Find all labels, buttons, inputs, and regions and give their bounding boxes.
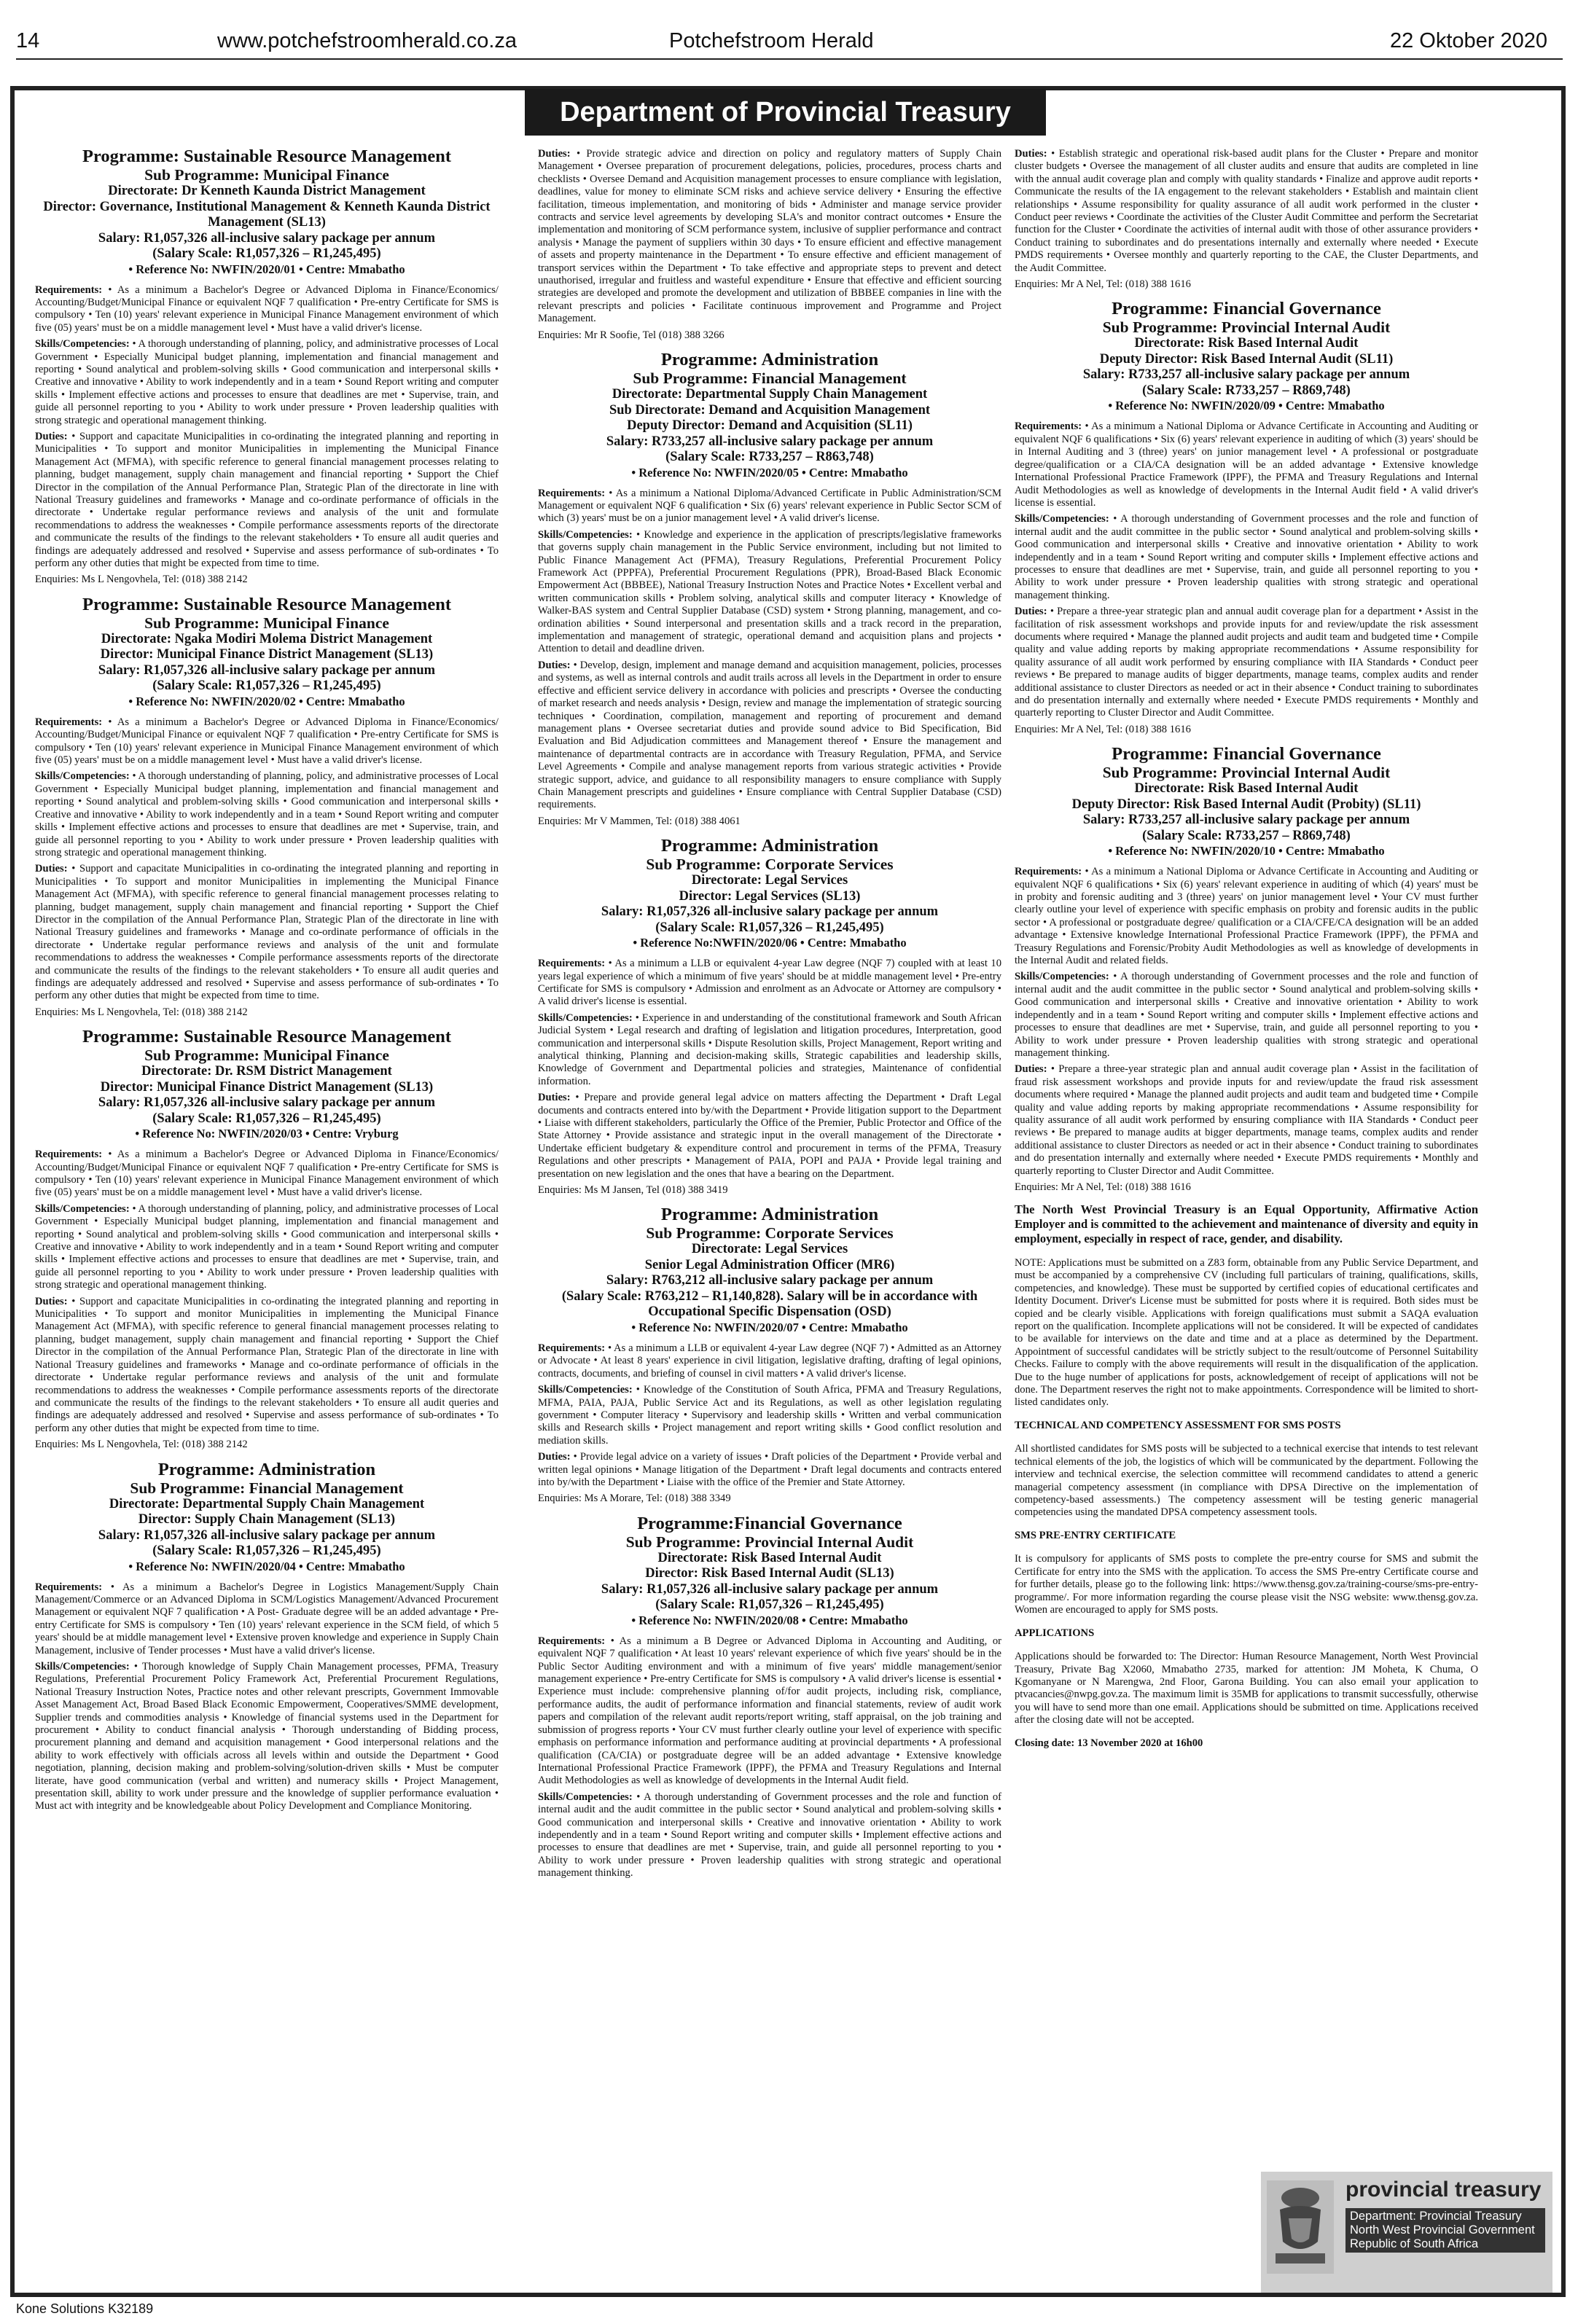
post-detail: Salary: R733,257 all-inclusive salary package per annum <box>1082 813 1410 828</box>
info-heading: APPLICATIONS <box>1015 1627 1095 1640</box>
section-paragraph <box>35 1203 499 1292</box>
section-label: Duties: <box>538 659 571 671</box>
post-detail: Salary: R1,057,326 all-inclusive salary package per annum <box>98 1527 436 1543</box>
post-detail: Salary: R1,057,326 all-inclusive salary package per annum <box>98 1095 436 1111</box>
post-detail: Director: Municipal Finance District Management (SL13) <box>100 1079 434 1095</box>
post-detail: Salary: R1,057,326 all-inclusive salary package per annum <box>601 1581 939 1597</box>
section-text: • Experience in and understanding of the constitutional framework and South African Judicial System • Legal research and drafting of legislation and litigation procedures, Interpretation, good communication and interpersonal skills • Dispute Resolution skills, Project Management, Report writing and analytical thinking, Planning and decision-making skills, Strategic capabilities and leadership skills, Knowledge of Government and Departmental policies and strategies, Maintenance of confidential information. <box>538 1012 1001 1087</box>
section-text: • As a minimum a LLB or equivalent 4-year Law degree (NQF 7) • Admitted as an Attorney or Advocate • At least 8 years' experience in civil litigation, legislative drafting, drafting of legal opinions, contracts, documents, and briefing of counsel in civil matters • A valid driver's license. <box>538 1342 1001 1380</box>
general-information <box>1015 1202 1478 1750</box>
post-detail: Directorate: Ngaka Modiri Molema District Management <box>101 631 433 646</box>
post-detail: (Salary Scale: R1,057,326 – R1,245,495) <box>152 246 381 261</box>
section-label: Skills/Competencies: <box>538 1791 633 1803</box>
programme-title: Programme: Administration <box>157 1459 376 1479</box>
section-paragraph <box>1015 420 1478 509</box>
post-detail: (Salary Scale: R1,057,326 – R1,245,495) <box>152 1111 381 1126</box>
post-detail: Deputy Director: Demand and Acquisition (SL11) <box>627 418 913 434</box>
section-text: • As a minimum a LLB or equivalent 4-year Law degree (NQF 7) coupled with at least 10 years legal experience of which a minimum of five years' should be at middle management level • Pre-entry Certificate for SMS is compulsory • Admission and enrolment as an Advocate or Attorney are compulsory • A valid driver's license is essential. <box>538 958 1001 1008</box>
sub-programme: Sub Programme: Municipal Finance <box>144 1046 389 1065</box>
section-label: Skills/Competencies: <box>1015 513 1109 525</box>
post-detail: Director: Municipal Finance District Management (SL13) <box>100 647 434 662</box>
reference-line: • Reference No: NWFIN/2020/03 • Centre: Vryburg <box>135 1127 399 1141</box>
section-label: Duties: <box>538 1451 571 1463</box>
reference-line: • Reference No: NWFIN/2020/10 • Centre: Mmabatho <box>1108 844 1385 858</box>
section-paragraph <box>1015 606 1478 720</box>
section-label: Skills/Competencies: <box>1015 971 1109 983</box>
post-detail: Salary: R1,057,326 all-inclusive salary package per annum <box>98 230 436 246</box>
section-paragraph <box>35 770 499 859</box>
reference-line: • Reference No: NWFIN/2020/08 • Centre: Mmabatho <box>631 1613 908 1627</box>
section-label: Requirements: <box>538 958 606 970</box>
programme-title: Programme: Sustainable Resource Management <box>82 146 452 166</box>
footer-credit: Kone Solutions K32189 <box>16 2301 154 2316</box>
reference-line: • Reference No:NWFIN/2020/06 • Centre: Mmabatho <box>633 936 907 950</box>
section-paragraph <box>35 716 499 767</box>
section-text: • As a minimum a National Diploma or Advance Certificate in Accounting and Auditing or equivalent NQF 6 qualifications • Six (6) years' relevant experience in auditing of which (4) years' must be in probity and forensic auditing and 3 (three) years' on junior management level • Your CV must further clearly outline your level of experience with specific emphasis on probity and forensic audits in the public sector • A professional or postgraduate degree/ qualification or a CIA/CFE/CA designation will be an added advantage • Extensive knowledge International Professional Practice Framework (IPPF), the PFMA and Treasury Regulations and Forensic/Probity Audit Methodologies as well as knowledge of developments in the Internal Audit and related fields. <box>1015 866 1478 967</box>
info-block <box>1015 1257 1478 1409</box>
post-detail: (Salary Scale: R763,212 – R1,140,828). Salary will be in accordance with Occupational Specific Dispensation (OSD) <box>561 1288 978 1320</box>
post-detail: Deputy Director: Risk Based Internal Audit (Probity) (SL11) <box>1071 797 1421 812</box>
job-post <box>1015 148 1478 291</box>
section-label: Requirements: <box>35 1149 103 1161</box>
section-paragraph <box>538 148 1001 326</box>
enquiries-line: Enquiries: Mr V Mammen, Tel: (018) 388 4061 <box>538 815 741 827</box>
section-text: • As a minimum a Bachelor's Degree or Advanced Diploma in Finance/Economics/ Accounting/Budget/Municipal Finance or equivalent NQF 7 qualification • Pre-entry Certificate for SMS is compulsory • Ten (10) years' relevant experience in Municipal Finance Management environment of which five (05) years' must be on a middle management level • Must have a valid driver's license. <box>35 716 499 767</box>
post-detail: Director: Risk Based Internal Audit (SL13) <box>645 1566 894 1581</box>
section-text: • Support and capacitate Municipalities in co-ordinating the integrated planning and reporting in Municipalities • To support and monitor Municipalities in implementing the Municipal Finance Management Act (MFMA), with specific reference to general financial management processes relating to planning, budget management, supply chain management and financial reporting • Support the Chief Director in the compilation of the Annual Performance Plan, Strategic Plan of the directorate in line with National Treasury guidelines and frameworks • Manage and co-ordinate performance of officials in the directorate • Undertake regular performance reviews and analysis of the unit and formulate recommendations to address the weaknesses • Compile performance assessments reports of the directorate and communicate the results of the findings to the relevant stakeholders • To ensure all audit queries and findings are adequately addressed and resolved • Supervise and assess performance of sub-ordinates • To perform any other duties that might be expected from time to time. <box>35 863 499 1002</box>
programme-title: Programme: Administration <box>660 836 879 856</box>
section-text: • Support and capacitate Municipalities in co-ordinating the integrated planning and reporting in Municipalities • To support and monitor Municipalities in implementing the Municipal Finance Management Act (MFMA), with specific reference to general financial management processes relating to planning, budget management, supply chain management and financial reporting • Support the Chief Director in the compilation of the Annual Performance Plan, Strategic Plan of the directorate in line with National Treasury guidelines and frameworks • Manage and co-ordinate performance of officials in the directorate • Undertake regular performance reviews and analysis of the unit and formulate recommendations to address the weaknesses • Compile performance assessments reports of the directorate and communicate the results of the findings to the relevant stakeholders • To ensure all audit queries and findings are adequately addressed and resolved • Supervise and assess performance of sub-ordinates • To perform any other duties that might be expected from time to time. <box>35 430 499 570</box>
post-detail: Directorate: Departmental Supply Chain Management <box>612 387 928 402</box>
section-paragraph <box>538 1791 1001 1880</box>
reference-line: • Reference No: NWFIN/2020/07 • Centre: Mmabatho <box>631 1320 908 1334</box>
section-paragraph <box>1015 971 1478 1060</box>
section-text: • Knowledge and experience in the application of prescripts/legislative frameworks that governs supply chain management in the Public Service environment, including but not limited to Public Finance Management Act (PFMA), Treasury Regulations, Preferential Procurement Policy Framework Act (PPPFA), Preferential Procurement Regulations (PPR), Broad-Based Black Economic Empowerment Act (BBBEE), National Treasury Instruction Notes and Practice Notes • Excellent verbal and written communication skills • Problem solving, analytical skills and computer literacy • Knowledge of Walker-BAS system and Central Supplier Database (CSD) system • Strong planning, management, and co-ordination abilities • Sound interpersonal and presentation skills and a track record in the preparation, implementation and management of strategic, operational demand and acquisition plans and projects • Attention to detail and deadline driven. <box>538 528 1001 655</box>
job-post <box>35 595 499 1019</box>
job-post <box>538 351 1001 828</box>
section-paragraph <box>1015 1063 1478 1178</box>
section-paragraph <box>538 1451 1001 1489</box>
coat-of-arms-icon <box>1267 2180 1334 2274</box>
sub-programme: Sub Programme: Provincial Internal Audit <box>625 1533 914 1551</box>
post-detail: Director: Legal Services (SL13) <box>679 888 861 904</box>
section-text: • As a minimum a Bachelor's Degree or Advanced Diploma in Finance/Economics/ Accounting/Budget/Municipal Finance or equivalent NQF 7 qualification • Pre-entry Certificate for SMS is compulsory • Ten (10) years' relevant experience in Municipal Finance Management environment of which five (05) years' must be on a middle management level • Must have a valid driver's license. <box>35 1149 499 1199</box>
section-paragraph <box>538 1635 1001 1788</box>
post-detail: Directorate: Legal Services <box>691 873 848 888</box>
section-text: • As a minimum a B Degree or Advanced Diploma in Accounting and Auditing, or equivalent NQF 7 qualification • At least 10 years' relevant experience of which five years' should be in the Public Sector Auditing environment and with a minimum of five years' middle management/senior management experience • Pre-entry Certificate for SMS is compulsory • A valid driver's license is essential • Experience must include: comprehensive planning of/for audit projects, including risk, compliance, performance audits, the audit of performance information and financial statements, review of audit work papers and compilation of the relevant audit reports/report writing, staff appraisal, on the job training and submission of progress reports • Your CV must further clearly outline your level of experience with specific emphasis on performance information and performance auditing at provincial departments • A professional qualification (CA/CIA) or postgraduate degree will be an added advantage • Extensive knowledge International Professional Practice Framework (IPPF), the PFMA and Treasury Regulations and Internal Audit Methodologies as well as knowledge of developments in the Internal Audit field. <box>538 1635 1001 1787</box>
job-post <box>538 148 1001 342</box>
sub-programme: Sub Programme: Financial Management <box>633 369 907 388</box>
section-paragraph <box>1015 513 1478 602</box>
info-heading: SMS PRE-ENTRY CERTIFICATE <box>1015 1530 1176 1542</box>
section-paragraph <box>538 958 1001 1009</box>
section-label: Skills/Competencies: <box>35 338 130 351</box>
section-text: • Provide strategic advice and direction on policy and regulatory matters of Supply Chain Management • Oversee preparation of procurement delegations, policies, procedures, process charts and checklists • Oversee Demand and Acquisition management processes to ensure compliance with legislation, deadlines, value for money to eliminate SCM risks and achieve service delivery • Ensuring the effective facilitation, timeous implementation, and monitoring of bids • Administer and manage service provider contracts and service level agreements by developing SLA's and monitor contract outcomes • Ensure the implementation and monitoring of SCM performance system, inclusive of supplier performance and contract analysis • Manage the payment of suppliers within 30 days • To ensure efficient and effective management of assets and property maintenance in the Department • To ensure effective and efficient management of transport services within the Department • To take effective and appropriate steps to prevent and detect unauthorised, irregular and fruitless and wasteful expenditure • Ensure that effective and efficient sourcing strategies are developed and promote the development and utilization of BBBEE companies in line with the relevant prescripts and policies • Facilitate continuous improvement and Programme and Project Management. <box>538 148 1001 325</box>
section-paragraph <box>35 284 499 335</box>
section-paragraph <box>538 1342 1001 1380</box>
programme-title: Programme: Administration <box>660 1205 879 1225</box>
section-label: Requirements: <box>35 716 103 728</box>
issue-date: 22 Oktober 2020 <box>1389 29 1547 52</box>
section-paragraph <box>538 529 1001 656</box>
info-block <box>1015 1627 1478 1726</box>
enquiries-line: Enquiries: Mr R Soofie, Tel (018) 388 3266 <box>538 329 724 341</box>
sub-programme: Sub Programme: Provincial Internal Audit <box>1102 318 1391 337</box>
section-label: Duties: <box>35 1295 68 1307</box>
section-text: • Prepare a three-year strategic plan and annual audit coverage plan • Assist in the facilitation of fraud risk assessment workshops and provide inputs for and review/update the fraud risk assessment documents where required • Manage the planned audit projects and audit team and budgeted time • Compile quality and value adding reports by making appropriate recommendations • Assume responsibility for quality assurance of all audit work performed by ensuring compliance with IIA Standards • Conduct peer reviews • Be prepared to manage audits at bigger departments, manage teams, complex audits and render additional assistance to cluster Directors as needed or act in their absence • Conduct training to subordinates and do presentation internally and externally where needed • Execute PMDS requirements • Monthly and quarterly reporting to Cluster Director and Audit Committee. <box>1015 1063 1478 1177</box>
section-paragraph <box>538 1384 1001 1447</box>
info-body: NOTE: Applications must be submitted on a Z83 form, obtainable from any Public Service Department, and must be accompanied by a comprehensive CV (including full particulars of training, qualifications, skills, competencies, and knowledge). These must be supported by certified copies of educational certificates and Identity Document. Driver's License must be submitted for posts where it is required. Both sides must be copied and be clearly visible. Applications with foreign qualifications must submit a SAQA evaluation report on the qualification. Incomplete applications will not be considered. It will be expected of candidates to be available for interviews on the date and time and at a place as determined by the Department. Appointment of successful candidates will be strictly subject to the result/outcome of Personnel Suitability Checks. Failure to comply with the above requirements will result in the disqualification of the application. Due to the huge number of applications for posts, acknowledgement of receipt of applications will not be done. The Department reserves the right not to make appointments. Correspondence will be limited to short-listed candidates only. <box>1015 1256 1478 1409</box>
section-label: Duties: <box>1015 606 1047 618</box>
section-label: Duties: <box>1015 148 1047 160</box>
logo-wordmark: provincial treasury <box>1345 2178 1542 2202</box>
job-post <box>538 837 1001 1197</box>
page-number: 14 <box>16 29 40 52</box>
section-paragraph <box>1015 148 1478 275</box>
programme-title: Programme: Financial Governance <box>1112 744 1381 764</box>
section-text: • Thorough knowledge of Supply Chain Management processes, PFMA, Treasury Regulations, Preferential Procurement Policy Framework Act, Preferential Procurement Regulations, National Treasury Instruction Notes, Practice notes and other relevant prescripts, Government Immovable Asset Management Act, Broad Based Black Economic Empowerment, Cooperatives/SMME development, Supplier trends and commodities analysis • Knowledge of financial systems used in the Department for procurement • Ability to conduct financial analysis • Thorough understanding of Bidding process, procurement planning and demand and acquisition management • Good interpersonal relations and the ability to work effectively with officials across all levels within and outside the Department • Good negotiation, planning, decision making and problem-solving/solution-driven skills • Must be computer literate, have good communication (verbal and written) and numeracy skills • Project Management, presentation skill, ability to work under pressure and the knowledge of supplier performance evaluation • Must act with integrity and be knowledgeable about Policy Development and Compliance Monitoring. <box>35 1660 499 1812</box>
job-post <box>35 147 499 587</box>
post-detail: (Salary Scale: R1,057,326 – R1,245,495) <box>152 678 381 694</box>
programme-title: Programme: Administration <box>660 350 879 370</box>
section-label: Duties: <box>1015 1063 1047 1076</box>
post-detail: Directorate: Dr. RSM District Management <box>141 1064 392 1079</box>
section-text: • A thorough understanding of Government processes and the role and function of internal audit and the audit committee in the public sector • Sound analytical and problem-solving skills • Good communication and interpersonal skills • Creative and innovative orientation • Ability to work independently and in a team • Sound Report writing and computer skills • Implement effective actions and processes to ensure that deadlines are met • Supervise, train, and guide all personnel reporting to you • Ability to work under pressure • Proven leadership qualities with strong strategic and operational management thinking. <box>1015 971 1478 1059</box>
column-3 <box>1015 144 1478 2283</box>
post-detail: Director: Governance, Institutional Management & Kenneth Kaunda District Management (SL13) <box>43 199 491 230</box>
section-text: • A thorough understanding of Government processes and the role and function of internal audit and the audit committee in the public sector • Sound analytical and problem-solving skills • Good communication and interpersonal skills • Creative and innovative orientation • Ability to work independently and in a team • Sound Report writing and computer skills • Implement effective actions and processes to ensure that deadlines are met • Supervise, train, and guide all personnel reporting to you • Ability to work under pressure • Proven leadership qualities with strong strategic and operational management thinking. <box>1015 513 1478 601</box>
section-text: • A thorough understanding of planning, policy, and administrative processes of Local Government • Especially Municipal budget planning, implementation and financial management and reporting • Sound analytical and problem-solving skills • Good communication and interpersonal skills • Creative and innovative • Ability to work independently and in a team • Sound Report writing and computer skills • Implement effective actions and processes to ensure that deadlines are met • Supervise, train, and guide all personnel reporting to you • Ability to work under pressure • Proven leadership qualities with strong strategic and operational management thinking. <box>35 1202 499 1291</box>
post-detail: Salary: R763,212 all-inclusive salary package per annum <box>606 1273 934 1288</box>
section-text: • Support and capacitate Municipalities in co-ordinating the integrated planning and reporting in Municipalities • To support and monitor Municipalities in implementing the Municipal Finance Management Act (MFMA), with specific reference to general financial management processes relating to planning, budget management, supply chain management and financial reporting • Support the Chief Director in the compilation of the Annual Performance Plan, Strategic Plan of the directorate in line with National Treasury guidelines and frameworks • Manage and co-ordinate performance of officials in the directorate • Undertake regular performance reviews and analysis of the unit and formulate recommendations to address the weaknesses • Compile performance assessments reports of the directorate and communicate the results of the findings to the relevant stakeholders • To ensure all audit queries and findings are adequately addressed and resolved • Supervise and assess performance of sub-ordinates • To perform any other duties that might be expected from time to time. <box>35 1295 499 1434</box>
section-text: • As a minimum a Bachelor's Degree in Logistics Management/Supply Chain Management/Commerce or an Advanced Diploma in SCM/Logistics Management/Advanced Procurement Management or equivalent NQF 7 qualification • A Post- Graduate degree will be an added advantage • Pre-entry Certificate for SMS is compulsory • Ten (10) years' relevant experience in the SCM field, of which 5 years' should be at middle management level • Extensive proven knowledge and experience in Supply Chain Management, inclusive of Tender processes • Must have a valid driver's license. <box>35 1581 499 1656</box>
sub-programme: Sub Programme: Municipal Finance <box>144 614 389 632</box>
reference-line: • Reference No: NWFIN/2020/09 • Centre: Mmabatho <box>1108 399 1385 413</box>
post-detail: Director: Supply Chain Management (SL13) <box>138 1512 396 1527</box>
website-link[interactable]: www.potchefstroomherald.co.za <box>217 29 517 52</box>
post-detail: Directorate: Risk Based Internal Audit <box>1134 781 1359 797</box>
section-label: Requirements: <box>538 1342 606 1354</box>
masthead <box>0 0 1578 58</box>
section-label: Skills/Competencies: <box>538 1012 633 1024</box>
enquiries-line: Enquiries: Ms M Jansen, Tel (018) 388 3419 <box>538 1184 728 1197</box>
sub-programme: Sub Programme: Corporate Services <box>646 856 894 874</box>
section-text: • Establish strategic and operational risk-based audit plans for the Cluster • Prepare and monitor cluster budgets • Oversee the management of all cluster audits and ensure that audits are completed in line with the annual audit coverage plan and comply with quality standards • Finalize and approve audit reports • Communicate the results of the IA engagement to the relevant stakeholders • Establish and maintain client relationships • Assume responsibility for quality assurance of all audit work performed in the cluster • Conduct peer reviews • Coordinate the activities of the Cluster Audit Committee and perform the Secretariat function for the Cluster • Coordinate the activities of internal audit with those of other assurance providers • Conduct training to subordinates and do presentations internally and externally where needed • Execute PMDS requirements • Oversee monthly and quarterly reporting to the CAE, the Cluster Departments, and the Audit Committee. <box>1015 148 1478 274</box>
sub-programme: Sub Programme: Municipal Finance <box>144 166 389 184</box>
info-block <box>1015 1737 1478 1750</box>
section-paragraph <box>35 338 499 427</box>
section-label: Requirements: <box>538 1635 606 1647</box>
sub-programme: Sub Programme: Corporate Services <box>646 1224 894 1243</box>
section-label: Requirements: <box>1015 866 1082 878</box>
info-body: Closing date: 13 November 2020 at 16h00 <box>1015 1737 1203 1750</box>
section-paragraph <box>1015 866 1478 967</box>
post-detail: Sub Directorate: Demand and Acquisition Management <box>609 402 931 418</box>
section-label: Skills/Competencies: <box>35 1660 130 1672</box>
reference-line: • Reference No: NWFIN/2020/04 • Centre: Mmabatho <box>128 1559 405 1573</box>
job-post <box>1015 300 1478 736</box>
post-detail: Directorate: Dr Kenneth Kaunda District Management <box>108 184 426 198</box>
section-paragraph <box>35 1296 499 1435</box>
job-post <box>538 1205 1001 1505</box>
logo-department-text: Department: Provincial Treasury North West Provincial Government Republic of South Africa <box>1345 2208 1545 2253</box>
newspaper-name: Potchefstroom Herald <box>669 29 874 52</box>
post-detail: Directorate: Departmental Supply Chain Management <box>109 1496 425 1511</box>
post-detail: (Salary Scale: R1,057,326 – R1,245,495) <box>152 1544 381 1559</box>
section-text: • A thorough understanding of Government processes and the role and function of internal audit and the audit committee in the public sector • Sound analytical and problem-solving skills • Good communication and interpersonal skills • Creative and innovative orientation • Ability to work independently and in a team • Sound Report writing and computer skills • Implement effective actions and processes to ensure that deadlines are met • Supervise, train, and guide all personnel reporting to you • Ability to work under pressure • Proven leadership qualities with strong strategic and operational management thinking. <box>538 1791 1001 1879</box>
section-label: Requirements: <box>1015 420 1082 433</box>
job-post <box>35 1460 499 1813</box>
post-detail: (Salary Scale: R733,257 – R869,748) <box>1142 828 1351 843</box>
section-text: • Prepare and provide general legal advice on matters affecting the Department • Draft Legal documents and contracts entered into by/with the Department • Provide litigation support to the Department • Liaise with different stakeholders, particularly the Office of the Premier, Public Protector and Office of the State Attorney • Provide assistance and strategic input in the overall management of the Directorate • Undertake efficient budgetary & expenditure control and procurement in terms of the PFMA, Treasury Regulations and other prescripts • Management of PAIA, POPI and PAJA • Provide legal training and presentation on new legislation and the ones that have a bearing on the Department. <box>538 1092 1001 1180</box>
info-body: All shortlisted candidates for SMS posts will be subjected to a technical exercise that intends to test relevant technical elements of the job, the logistics of which will be communicated by the department. Following the interview and technical exercise, the selection committee will recommend candidates to attend a generic managerial competency assessment (in compliance with DPSA Directive on the implementation of competency-based assessments.) The competency assessment will be testing generic managerial competencies using the mandated DPSA competency assessment tools. <box>1015 1443 1478 1519</box>
info-block <box>1015 1420 1478 1519</box>
post-detail: Salary: R733,257 all-inclusive salary package per annum <box>1082 367 1410 383</box>
section-text: • As a minimum a National Diploma or Advance Certificate in Accounting and Auditing or equivalent NQF 6 qualifications • Six (6) years' relevant experience in auditing of which (3) years' should be in Internal Auditing and 3 (three) years' on junior management level • A professional or postgraduate degree/qualification or a CIA/CA designation will be an added advantage • Extensive knowledge International Professional Practice Framework (IPPF), the PFMA and Treasury Regulations and Internal Audit Methodologies as well as knowledge of developments in the Internal Audit field • A valid driver's license is essential. <box>1015 420 1478 509</box>
job-post <box>1015 745 1478 1194</box>
section-text: • Develop, design, implement and manage demand and acquisition management, policies, processes and systems, as well as internal controls and audit trails across all levels in the Department in order to ensure effective and efficient service delivery in accordance with policies and prescripts • Oversee the conducting of market research and needs analysis • Design, review and manage the implementation of strategic sourcing techniques • Coordination, compilation, management and reporting of procurement and demand management plans • Oversee secretariat duties and provide sound advice to Bid Specification, Bid Evaluation and Bid Adjudication committees and Management thereof • Ensure the management and maintenance of departmental contracts are in accordance with Treasury Regulation, PFMA, and Service Level Agreements • Compile and analyse management reports from various strategic activities • Provide strategic support, advice, and guidance to all responsibility managers to ensure compliance with Supply Chain Management prescripts and guidelines • Ensure compliance with Central Supplier Database (CSD) requirements. <box>538 659 1001 811</box>
section-label: Skills/Competencies: <box>35 770 130 783</box>
section-text: • A thorough understanding of planning, policy, and administrative processes of Local Government • Especially Municipal budget planning, implementation and financial management and reporting • Sound analytical and problem-solving skills • Good communication and interpersonal skills • Creative and innovative • Ability to work independently and in a team • Sound Report writing and computer skills • Implement effective actions and processes to ensure that deadlines are met • Supervise, train, and guide all personnel reporting to you • Ability to work under pressure • Proven leadership qualities with strong strategic and operational management thinking. <box>35 770 499 858</box>
section-paragraph <box>35 1149 499 1200</box>
reference-line: • Reference No: NWFIN/2020/01 • Centre: Mmabatho <box>128 262 405 276</box>
section-text: • Prepare a three-year strategic plan and annual audit coverage plan for a department • Assist in the facilitation of risk assessment workshops and provide inputs for and review/update the risk assessment documents where required • Manage the planned audit projects and audit team and budgeted time • Compile quality and value adding reports by making appropriate recommendations • Assume responsibility for quality assurance of all audit work performed by ensuring compliance with IIA Standards • Conduct peer reviews • Be prepared to manage audits of bigger departments, manage teams, complex audits and render additional assistance to cluster Directors as needed or act in their absence • Conduct training to subordinates and do presentation internally and externally where needed • Execute PMDS requirements • Monthly and quarterly reporting to Cluster Director and Audit Committee. <box>1015 606 1478 719</box>
info-block <box>1015 1202 1478 1246</box>
section-label: Requirements: <box>538 487 606 499</box>
programme-title: Programme:Financial Governance <box>637 1513 902 1533</box>
column-1 <box>35 144 499 2283</box>
enquiries-line: Enquiries: Mr A Nel, Tel: (018) 388 1616 <box>1015 723 1191 735</box>
section-label: Requirements: <box>35 283 103 296</box>
post-detail: Salary: R1,057,326 all-inclusive salary package per annum <box>601 904 939 920</box>
section-paragraph <box>35 1581 499 1657</box>
section-paragraph <box>538 1092 1001 1181</box>
section-label: Duties: <box>35 430 68 442</box>
enquiries-line: Enquiries: Ms L Nengovhela, Tel: (018) 388 2142 <box>35 1439 248 1451</box>
section-label: Duties: <box>35 863 68 875</box>
reference-line: • Reference No: NWFIN/2020/02 • Centre: Mmabatho <box>128 694 405 708</box>
enquiries-line: Enquiries: Mr A Nel, Tel: (018) 388 1616 <box>1015 278 1191 291</box>
enquiries-line: Enquiries: Mr A Nel, Tel: (018) 388 1616 <box>1015 1181 1191 1193</box>
post-detail: (Salary Scale: R1,057,326 – R1,245,495) <box>655 1597 884 1613</box>
section-paragraph <box>538 488 1001 525</box>
post-detail: Salary: R733,257 all-inclusive salary package per annum <box>606 434 934 449</box>
post-detail: Directorate: Risk Based Internal Audit <box>657 1550 882 1565</box>
job-post <box>35 1028 499 1451</box>
section-label: Skills/Competencies: <box>538 1384 633 1396</box>
section-text: • Provide legal advice on a variety of issues • Draft policies of the Department • Provide verbal and written legal opinions • Manage litigation of the Department • Draft legal documents and contracts entered into by/with the Department • Liaise with the office of the Premier and State Attorney. <box>538 1451 1001 1489</box>
sub-programme: Sub Programme: Financial Management <box>130 1479 404 1497</box>
provincial-treasury-logo <box>1261 2172 1552 2293</box>
info-block <box>1015 1530 1478 1616</box>
section-text: • Knowledge of the Constitution of South Africa, PFMA and Treasury Regulations, MFMA, PAIA, PAJA, Public Service Act and its Regulations, as well as other legislation regulating government • Computer literacy • Supervisory and leadership skills • Written and verbal communication skills and Research skills • Project management and report writing skills • Good conflict resolution and mediation skills. <box>538 1384 1001 1447</box>
post-detail: (Salary Scale: R733,257 – R869,748) <box>1142 383 1351 398</box>
post-detail: (Salary Scale: R733,257 – R863,748) <box>665 450 874 465</box>
job-post <box>538 1514 1001 1880</box>
post-detail: (Salary Scale: R1,057,326 – R1,245,495) <box>655 920 884 935</box>
enquiries-line: Enquiries: Ms A Morare, Tel: (018) 388 3349 <box>538 1492 731 1505</box>
section-paragraph <box>35 863 499 1002</box>
masthead-rule <box>16 58 1563 60</box>
enquiries-line: Enquiries: Ms L Nengovhela, Tel: (018) 388 2142 <box>35 574 248 586</box>
post-detail: Directorate: Legal Services <box>691 1242 848 1257</box>
post-detail: Directorate: Risk Based Internal Audit <box>1134 336 1359 351</box>
section-paragraph <box>538 660 1001 812</box>
section-text: • As a minimum a National Diploma/Advanced Certificate in Public Administration/SCM Management or equivalent NQF 6 qualification • Six (6) years' relevant experience in Public Sector SCM of which (3) years' must be on a junior management level • A valid driver's license. <box>538 487 1001 525</box>
info-heading: The North West Provincial Treasury is an Equal Opportunity, Affirmative Action Employer and is committed to the achievement and maintenance of diversity and equity in employment, especially in respect of race, gender, and disability. <box>1015 1202 1478 1246</box>
sub-programme: Sub Programme: Provincial Internal Audit <box>1102 764 1391 782</box>
info-body: Applications should be forwarded to: The Director: Human Resource Management, North West Provincial Treasury, Private Bag X2060, Mmabatho 2735, marked for attention: JM Moheta, K Chuma, O Kgomanyane or N Marengwa, 2nd Floor, Garona Building. You can also email your application to ptvacancies@nwpg.gov.za. The maximum limit is 35MB for applications to transmit successfully, otherwise you will have to send more than one email. Applications should be submitted on time. Applications received after the closing date will not be accepted. <box>1015 1651 1478 1726</box>
programme-title: Programme: Financial Governance <box>1112 299 1381 319</box>
section-paragraph <box>35 431 499 570</box>
section-label: Duties: <box>538 1092 571 1104</box>
post-detail: Deputy Director: Risk Based Internal Audit (SL11) <box>1099 351 1394 367</box>
column-2 <box>538 144 1001 2283</box>
section-label: Duties: <box>538 148 571 160</box>
section-label: Requirements: <box>35 1581 103 1593</box>
info-body: It is compulsory for applicants of SMS posts to complete the pre-entry course for SMS and submit the Certificate for entry into the SMS with the application. To access the SMS Pre-entry Certificate course and for further details, please go to the following link: https://www.thensg.gov.za/training-course/sms-pre-entry-programme/. For more information regarding the course please visit the NSG website: www.thensg.gov.za. Women are encouraged to apply for SMS posts. <box>1015 1553 1478 1616</box>
advert-banner: Department of Provincial Treasury <box>525 89 1046 136</box>
programme-title: Programme: Sustainable Resource Management <box>82 594 452 614</box>
section-text: • A thorough understanding of planning, policy, and administrative processes of Local Government • Especially Municipal budget planning, implementation and financial management and reporting • Sound analytical and problem-solving skills • Good communication and interpersonal skills • Creative and innovative • Ability to work independently and in a team • Sound Report writing and computer skills • Implement effective actions and processes to ensure that deadlines are met • Supervise, train, and guide all personnel reporting to you • Ability to work under pressure • Proven leadership qualities with strong strategic and operational management thinking. <box>35 338 499 426</box>
reference-line: • Reference No: NWFIN/2020/05 • Centre: Mmabatho <box>631 465 908 480</box>
info-heading: TECHNICAL AND COMPETENCY ASSESSMENT FOR SMS POSTS <box>1015 1420 1341 1432</box>
section-paragraph <box>538 1012 1001 1088</box>
programme-title: Programme: Sustainable Resource Management <box>82 1027 452 1047</box>
section-label: Skills/Competencies: <box>35 1202 130 1215</box>
enquiries-line: Enquiries: Ms L Nengovhela, Tel: (018) 388 2142 <box>35 1006 248 1018</box>
section-text: • As a minimum a Bachelor's Degree or Advanced Diploma in Finance/Economics/ Accounting/Budget/Municipal Finance or equivalent NQF 7 qualification • Pre-entry Certificate for SMS is compulsory • Ten (10) years' relevant experience in Municipal Finance Management environment of which five (05) years' must be on a middle management level • Must have a valid driver's license. <box>35 283 499 334</box>
section-label: Skills/Competencies: <box>538 528 633 541</box>
post-detail: Senior Legal Administration Officer (MR6) <box>644 1257 895 1272</box>
post-detail: Salary: R1,057,326 all-inclusive salary package per annum <box>98 662 436 678</box>
section-paragraph <box>35 1661 499 1813</box>
